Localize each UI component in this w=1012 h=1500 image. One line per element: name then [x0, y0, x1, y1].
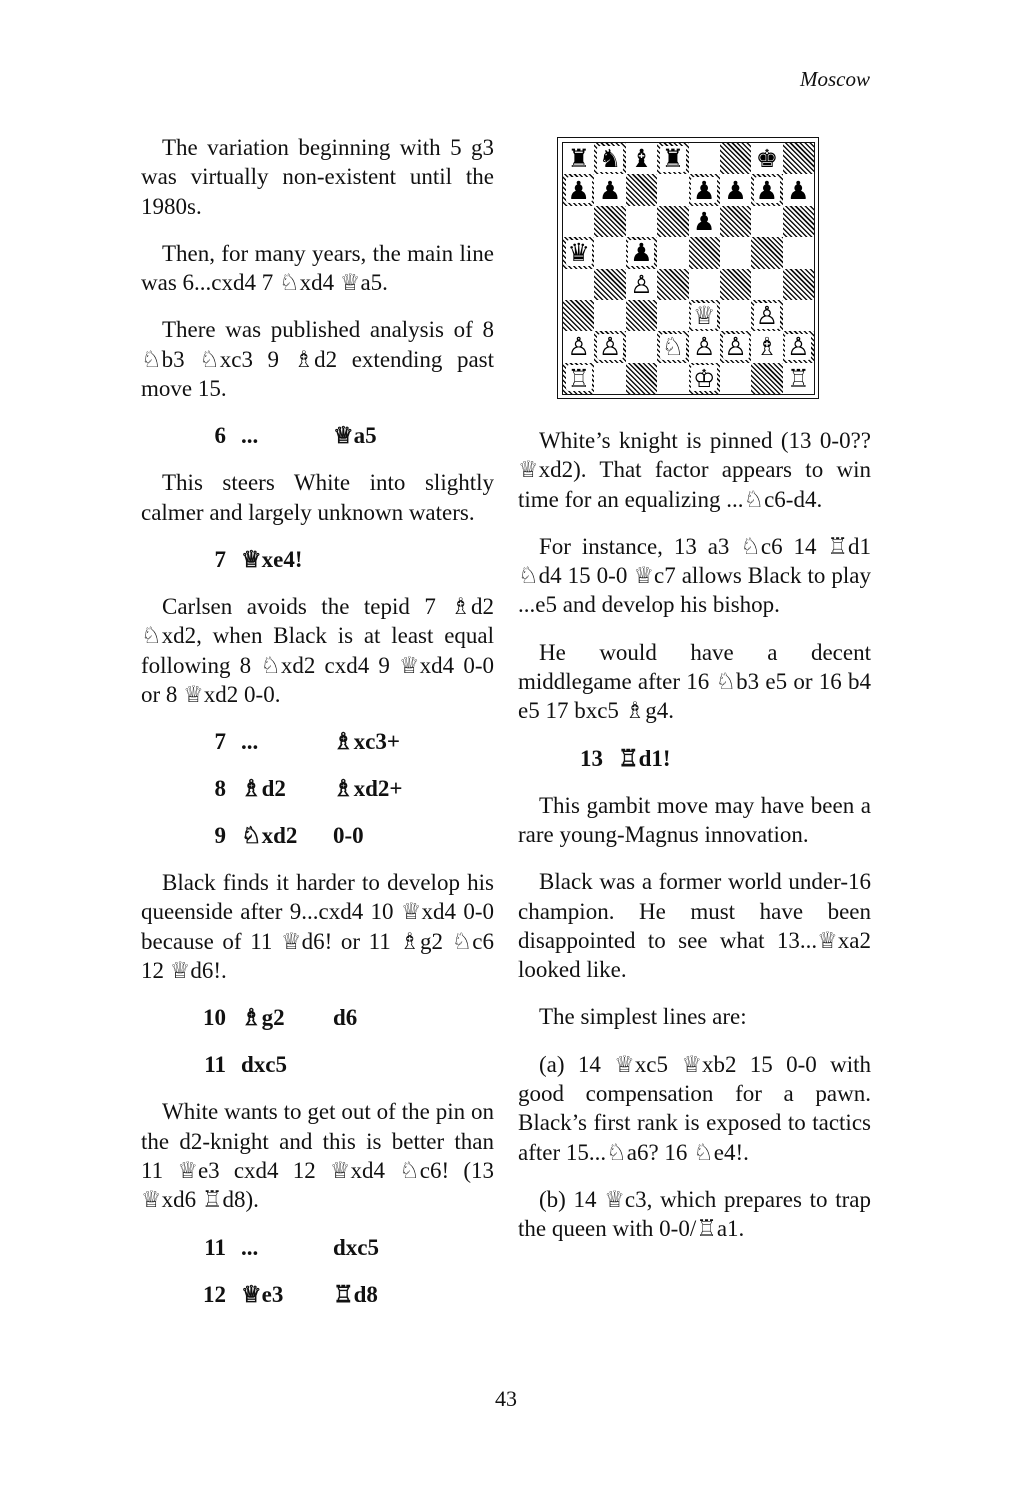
- piece-glyph: ♕: [692, 301, 716, 331]
- black-move: [333, 545, 453, 574]
- piece-glyph: ♖: [787, 363, 810, 393]
- move-number: 12: [203, 1281, 226, 1307]
- board-square: [563, 331, 594, 362]
- board-square: [563, 174, 594, 205]
- paragraph: He would have a decent middlegame after 16 ♘b3 e5 or 16 b4 e5 17 bxc5 ♗g4.: [518, 639, 871, 724]
- chess-piece-icon: [628, 240, 654, 266]
- board-square: [783, 206, 814, 237]
- black-move: ♗xd2+: [333, 776, 403, 802]
- move-line: [518, 744, 871, 773]
- piece-glyph: ♟: [755, 175, 779, 205]
- paragraph: This gambit move may have been a rare young-Magnus innovation.: [518, 792, 871, 847]
- board-square: [689, 174, 720, 205]
- piece-glyph: ♟: [598, 175, 622, 205]
- board-square: [689, 269, 720, 300]
- white-move: ♗d2: [241, 776, 286, 802]
- board-square: [594, 269, 625, 300]
- board-square: [626, 363, 657, 394]
- board-square: [594, 143, 625, 174]
- board-square: [594, 174, 625, 205]
- board-square: [563, 206, 594, 237]
- chess-piece-icon: [691, 208, 717, 234]
- piece-glyph: ♘: [661, 332, 685, 362]
- board-square: [626, 143, 657, 174]
- paragraph: (a) 14 ♕xc5 ♕xb2 15 0-0 with good compensation for a pawn. Black’s first rank is exposed to tactics after 15...♘a6? 16 ♘e4!.: [518, 1051, 871, 1165]
- piece-glyph: ♗: [755, 332, 779, 362]
- board-square: [563, 143, 594, 174]
- piece-glyph: ♝: [630, 144, 653, 174]
- paragraph: (b) 14 ♕c3, which prepares to trap the queen with 0-0/♖a1.: [518, 1186, 871, 1242]
- board-square: [657, 300, 688, 331]
- board-square: [626, 331, 657, 362]
- white-move: ...: [241, 1234, 259, 1260]
- board-square: [594, 237, 625, 268]
- move-number: 9: [214, 823, 226, 849]
- piece-glyph: ♜: [567, 144, 590, 174]
- board-square: [626, 174, 657, 205]
- paragraph: The simplest lines are:: [539, 1004, 747, 1030]
- piece-glyph: ♙: [787, 332, 810, 362]
- board-square: [689, 331, 720, 362]
- white-move: ♕e3: [241, 1281, 284, 1307]
- move-number: 10: [203, 1005, 226, 1031]
- piece-glyph: ♔: [692, 363, 716, 393]
- chess-piece-icon: [691, 303, 717, 329]
- board-square: [626, 237, 657, 268]
- white-move: ♕xe4!: [241, 546, 303, 572]
- running-header: Moscow: [800, 67, 870, 91]
- move-line: [141, 545, 494, 574]
- board-square: [657, 206, 688, 237]
- board-square: [720, 300, 751, 331]
- black-move: [710, 744, 830, 773]
- board-square: [783, 174, 814, 205]
- chess-piece-icon: [660, 146, 686, 172]
- board-square: [563, 363, 594, 394]
- board-square: [783, 300, 814, 331]
- board-square: [594, 363, 625, 394]
- white-move: ...: [241, 729, 259, 755]
- paragraph: There was published analysis of 8 ♘b3 ♘xc3 9 ♗d2 extending past move 15.: [141, 317, 494, 402]
- white-move: ...: [241, 423, 259, 449]
- board-square: [563, 237, 594, 268]
- move-line: [141, 821, 494, 850]
- board-square: [657, 143, 688, 174]
- board-square: [783, 363, 814, 394]
- board-square: [751, 174, 782, 205]
- paragraph: This steers White into slightly calmer and largely unknown waters.: [141, 470, 494, 525]
- piece-glyph: ♙: [724, 332, 747, 362]
- chess-piece-icon: [691, 365, 717, 391]
- board-square: [751, 269, 782, 300]
- piece-glyph: ♙: [598, 332, 622, 362]
- piece-glyph: ♖: [567, 363, 590, 393]
- move-number: 11: [204, 1052, 226, 1078]
- piece-glyph: ♟: [630, 238, 653, 268]
- board-square: [720, 269, 751, 300]
- paragraph: Then, for many years, the main line was 6...cxd4 7 ♘xd4 ♕a5.: [141, 240, 494, 296]
- chess-piece-icon: [691, 334, 717, 360]
- chess-piece-icon: [785, 334, 811, 360]
- black-move: dxc5: [333, 1234, 379, 1260]
- board-square: [689, 363, 720, 394]
- board-square: [563, 269, 594, 300]
- board-square: [594, 300, 625, 331]
- chess-diagram: [557, 137, 819, 399]
- board-square: [751, 206, 782, 237]
- move-line: [141, 421, 494, 450]
- black-move: ♗xc3+: [333, 729, 400, 755]
- chess-piece-icon: [597, 334, 623, 360]
- board-square: [563, 300, 594, 331]
- move-line: [141, 1003, 494, 1032]
- black-move: d6: [333, 1005, 358, 1031]
- chess-piece-icon: [660, 334, 686, 360]
- move-number: 11: [204, 1234, 226, 1260]
- paragraph: The variation beginning with 5 g3 was virtually non-existent until the 1980s.: [141, 135, 494, 219]
- white-move: ♘xd2: [241, 823, 298, 849]
- board-square: [689, 206, 720, 237]
- board-square: [657, 174, 688, 205]
- piece-glyph: ♚: [755, 144, 779, 174]
- move-number: 7: [214, 729, 226, 755]
- board-square: [751, 363, 782, 394]
- chess-piece-icon: [628, 271, 654, 297]
- chess-piece-icon: [566, 240, 592, 266]
- chess-piece-icon: [566, 365, 592, 391]
- piece-glyph: ♛: [567, 238, 590, 268]
- chess-piece-icon: [785, 365, 811, 391]
- piece-glyph: ♟: [787, 175, 810, 205]
- board-square: [783, 331, 814, 362]
- board-square: [720, 237, 751, 268]
- chess-piece-icon: [754, 146, 780, 172]
- board-square: [657, 331, 688, 362]
- chess-piece-icon: [754, 303, 780, 329]
- board-square: [689, 237, 720, 268]
- piece-glyph: ♙: [630, 269, 653, 299]
- board-square: [751, 331, 782, 362]
- white-move: ♗g2: [241, 1005, 285, 1031]
- board-square: [689, 143, 720, 174]
- paragraph: Carlsen avoids the tepid 7 ♗d2 ♘xd2, when Black is at least equal following 8 ♘xd2 cxd4 9 ♕xd4 0-0 or 8 ♕xd2 0-0.: [141, 593, 494, 707]
- piece-glyph: ♙: [567, 332, 590, 362]
- board-square: [751, 237, 782, 268]
- board-square: [783, 237, 814, 268]
- paragraph: White wants to get out of the pin on the d2-knight and this is better than 11 ♕e3 cxd4 12 ♕xd4 ♘c6! (13 ♕xd6 ♖d8).: [141, 1099, 494, 1213]
- move-line: [141, 1280, 494, 1309]
- board-square: [751, 300, 782, 331]
- move-line: [141, 727, 494, 756]
- move-line: [141, 1233, 494, 1262]
- black-move: 0-0: [333, 823, 364, 849]
- board-square: [720, 206, 751, 237]
- board-square: [626, 206, 657, 237]
- move-number: 8: [214, 776, 226, 802]
- piece-glyph: ♙: [755, 301, 779, 331]
- right-column: [518, 426, 871, 1262]
- chess-piece-icon: [723, 177, 749, 203]
- piece-glyph: ♟: [567, 175, 590, 205]
- move-number: 13: [580, 745, 603, 771]
- left-column: [141, 133, 494, 1327]
- chess-board: [562, 142, 815, 395]
- board-square: [657, 269, 688, 300]
- move-number: 6: [214, 423, 226, 449]
- piece-glyph: ♟: [692, 175, 716, 205]
- piece-glyph: ♜: [661, 144, 685, 174]
- move-line: [141, 1050, 494, 1079]
- board-square: [657, 237, 688, 268]
- board-square: [720, 143, 751, 174]
- board-square: [720, 331, 751, 362]
- board-square: [626, 269, 657, 300]
- board-square: [594, 206, 625, 237]
- chess-piece-icon: [628, 146, 654, 172]
- white-move: ♖d1!: [618, 745, 671, 771]
- paragraph: For instance, 13 a3 ♘c6 14 ♖d1 ♘d4 15 0-0 ♕c7 allows Black to play ...e5 and develop his bishop.: [518, 533, 871, 618]
- board-square: [594, 331, 625, 362]
- board-square: [783, 143, 814, 174]
- chess-piece-icon: [754, 177, 780, 203]
- board-square: [657, 363, 688, 394]
- piece-glyph: ♟: [692, 206, 716, 236]
- chess-piece-icon: [691, 177, 717, 203]
- board-square: [626, 300, 657, 331]
- board-square: [689, 300, 720, 331]
- board-square: [783, 269, 814, 300]
- board-square: [751, 143, 782, 174]
- paragraph: Black was a former world under-16 champion. He must have been disappointed to see what 13...♕xa2 looked like.: [518, 869, 871, 983]
- black-move: ♕a5: [333, 423, 377, 449]
- piece-glyph: ♙: [692, 332, 716, 362]
- piece-glyph: ♟: [724, 175, 747, 205]
- move-number: 7: [214, 546, 226, 572]
- chess-piece-icon: [597, 177, 623, 203]
- white-move: dxc5: [241, 1052, 287, 1078]
- chess-piece-icon: [597, 146, 623, 172]
- paragraph: White’s knight is pinned (13 0-0?? ♕xd2). That factor appears to win time for an equalizing ...♘c6-d4.: [518, 428, 871, 512]
- piece-glyph: ♞: [598, 144, 622, 174]
- chess-piece-icon: [566, 146, 592, 172]
- chess-piece-icon: [785, 177, 811, 203]
- chess-piece-icon: [723, 334, 749, 360]
- chess-piece-icon: [754, 334, 780, 360]
- black-move: ♖d8: [333, 1281, 378, 1307]
- chess-piece-icon: [566, 177, 592, 203]
- board-square: [720, 363, 751, 394]
- page-number: 43: [495, 1386, 517, 1411]
- paragraph: Black finds it harder to develop his queenside after 9...cxd4 10 ♕xd4 0-0 because of 11 ♕d6! or 11 ♗g2 ♘c6 12 ♕d6!.: [141, 870, 494, 984]
- chess-piece-icon: [566, 334, 592, 360]
- black-move: [333, 1050, 453, 1079]
- move-line: [141, 774, 494, 803]
- board-square: [720, 174, 751, 205]
